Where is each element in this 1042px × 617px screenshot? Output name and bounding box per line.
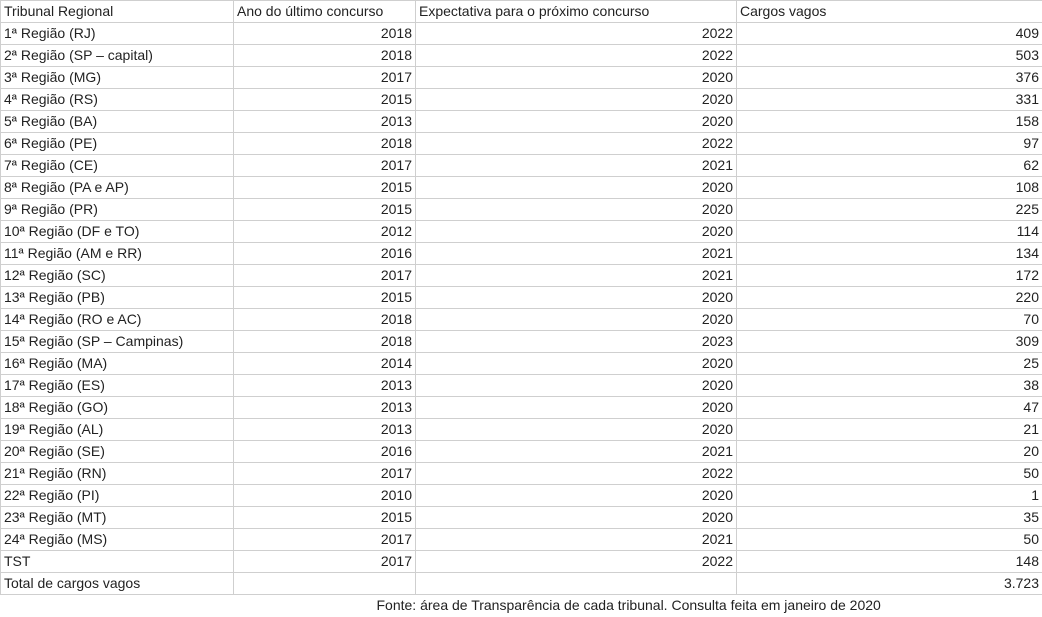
- cell-cargos-vagos[interactable]: 331: [737, 89, 1042, 111]
- table-row: [1, 155, 1042, 177]
- cell-proximo-concurso[interactable]: 2021: [416, 529, 737, 551]
- table-row: [1, 133, 1042, 155]
- cell-proximo-concurso[interactable]: 2022: [416, 45, 737, 67]
- cell-ultimo-concurso[interactable]: 2013: [234, 419, 416, 441]
- table-row: [1, 463, 1042, 485]
- cell-proximo-concurso[interactable]: 2020: [416, 507, 737, 529]
- cell-tribunal[interactable]: 6ª Região (PE): [1, 133, 234, 155]
- source-note: [234, 595, 1042, 617]
- cell-proximo-concurso[interactable]: 2020: [416, 111, 737, 133]
- cell-tribunal[interactable]: 18ª Região (GO): [1, 397, 234, 419]
- table-row: [1, 45, 1042, 67]
- cell-tribunal[interactable]: 7ª Região (CE): [1, 155, 234, 177]
- cell-cargos-vagos[interactable]: 62: [737, 155, 1042, 177]
- table-row: [1, 309, 1042, 331]
- cell-cargos-vagos[interactable]: 108: [737, 177, 1042, 199]
- table-row: [1, 507, 1042, 529]
- cell-cargos-vagos[interactable]: 1: [737, 485, 1042, 507]
- table-row: [1, 331, 1042, 353]
- cell-proximo-concurso[interactable]: 2021: [416, 265, 737, 287]
- cell-cargos-vagos[interactable]: 50: [737, 529, 1042, 551]
- cell-ultimo-concurso[interactable]: 2016: [234, 243, 416, 265]
- cell-tribunal[interactable]: 16ª Região (MA): [1, 353, 234, 375]
- table-row: [1, 199, 1042, 221]
- cell-proximo-concurso[interactable]: 2020: [416, 353, 737, 375]
- cell-tribunal[interactable]: 11ª Região (AM e RR): [1, 243, 234, 265]
- cell-proximo-concurso[interactable]: 2021: [416, 441, 737, 463]
- table-row: [1, 353, 1042, 375]
- cell-ultimo-concurso[interactable]: 2014: [234, 353, 416, 375]
- total-row: [1, 573, 1042, 595]
- cell-proximo-concurso[interactable]: 2020: [416, 397, 737, 419]
- cell-cargos-vagos[interactable]: 25: [737, 353, 1042, 375]
- cell-ultimo-concurso[interactable]: 2017: [234, 67, 416, 89]
- cell-tribunal[interactable]: 14ª Região (RO e AC): [1, 309, 234, 331]
- header-proximo-concurso[interactable]: Expectativa para o próximo concurso: [416, 1, 737, 23]
- cell-ultimo-concurso[interactable]: 2015: [234, 287, 416, 309]
- table-row: [1, 287, 1042, 309]
- cell-ultimo-concurso[interactable]: 2015: [234, 89, 416, 111]
- cell-tribunal[interactable]: 9ª Região (PR): [1, 199, 234, 221]
- cell-tribunal[interactable]: 8ª Região (PA e AP): [1, 177, 234, 199]
- cell-tribunal[interactable]: 20ª Região (SE): [1, 441, 234, 463]
- cell-proximo-concurso[interactable]: 2020: [416, 67, 737, 89]
- cell-cargos-vagos[interactable]: 309: [737, 331, 1042, 353]
- cell-proximo-concurso[interactable]: 2020: [416, 419, 737, 441]
- table-row: [1, 23, 1042, 45]
- cell-cargos-vagos[interactable]: 38: [737, 375, 1042, 397]
- cell-cargos-vagos[interactable]: 134: [737, 243, 1042, 265]
- cell-ultimo-concurso[interactable]: 2016: [234, 441, 416, 463]
- cell-proximo-concurso[interactable]: 2022: [416, 23, 737, 45]
- cell-tribunal[interactable]: 1ª Região (RJ): [1, 23, 234, 45]
- cell-cargos-vagos[interactable]: 21: [737, 419, 1042, 441]
- table-row: [1, 529, 1042, 551]
- cell-tribunal[interactable]: 12ª Região (SC): [1, 265, 234, 287]
- cell-proximo-concurso[interactable]: 2020: [416, 375, 737, 397]
- cell-cargos-vagos[interactable]: 503: [737, 45, 1042, 67]
- cell-cargos-vagos[interactable]: 70: [737, 309, 1042, 331]
- cell-ultimo-concurso[interactable]: 2018: [234, 45, 416, 67]
- cell-proximo-concurso[interactable]: 2022: [416, 551, 737, 573]
- cell-cargos-vagos[interactable]: 172: [737, 265, 1042, 287]
- cell-proximo-concurso[interactable]: 2020: [416, 287, 737, 309]
- cell-cargos-vagos[interactable]: 20: [737, 441, 1042, 463]
- cell-ultimo-concurso[interactable]: 2018: [234, 133, 416, 155]
- cell-tribunal[interactable]: 5ª Região (BA): [1, 111, 234, 133]
- cell-cargos-vagos[interactable]: 47: [737, 397, 1042, 419]
- cell-proximo-concurso[interactable]: 2021: [416, 243, 737, 265]
- cell-proximo-concurso[interactable]: 2020: [416, 199, 737, 221]
- cell-tribunal[interactable]: 13ª Região (PB): [1, 287, 234, 309]
- cell-ultimo-concurso[interactable]: 2015: [234, 199, 416, 221]
- table-row: [1, 111, 1042, 133]
- cell-cargos-vagos[interactable]: 409: [737, 23, 1042, 45]
- cell-proximo-concurso[interactable]: 2020: [416, 221, 737, 243]
- cell-tribunal[interactable]: 21ª Região (RN): [1, 463, 234, 485]
- cell-tribunal[interactable]: 19ª Região (AL): [1, 419, 234, 441]
- cell-tribunal[interactable]: 15ª Região (SP – Campinas): [1, 331, 234, 353]
- cell-ultimo-concurso[interactable]: 2015: [234, 177, 416, 199]
- cell-cargos-vagos[interactable]: 158: [737, 111, 1042, 133]
- cell-ultimo-concurso[interactable]: 2018: [234, 23, 416, 45]
- cell-tribunal[interactable]: 23ª Região (MT): [1, 507, 234, 529]
- cell-tribunal[interactable]: 22ª Região (PI): [1, 485, 234, 507]
- table-row: [1, 551, 1042, 573]
- cell-proximo-concurso[interactable]: 2022: [416, 133, 737, 155]
- cell-proximo-concurso[interactable]: 2020: [416, 177, 737, 199]
- cell-cargos-vagos[interactable]: 225: [737, 199, 1042, 221]
- cell-ultimo-concurso[interactable]: 2013: [234, 111, 416, 133]
- cell-ultimo-concurso[interactable]: 2013: [234, 397, 416, 419]
- cell-cargos-vagos[interactable]: 220: [737, 287, 1042, 309]
- table-row: [1, 221, 1042, 243]
- cell-cargos-vagos[interactable]: 148: [737, 551, 1042, 573]
- table-body: [1, 23, 1042, 573]
- table-row: [1, 419, 1042, 441]
- cell-ultimo-concurso[interactable]: 2017: [234, 463, 416, 485]
- header-ultimo-concurso[interactable]: Ano do último concurso: [234, 1, 416, 23]
- cell-cargos-vagos[interactable]: 97: [737, 133, 1042, 155]
- cell-tribunal[interactable]: 3ª Região (MG): [1, 67, 234, 89]
- cell-tribunal[interactable]: 24ª Região (MS): [1, 529, 234, 551]
- cell-ultimo-concurso[interactable]: 2010: [234, 485, 416, 507]
- source-row: [1, 595, 1042, 617]
- total-empty-cell[interactable]: [234, 573, 416, 595]
- cell-tribunal[interactable]: 2ª Região (SP – capital): [1, 45, 234, 67]
- cell-ultimo-concurso[interactable]: 2018: [234, 309, 416, 331]
- table-row: [1, 375, 1042, 397]
- table-row: [1, 441, 1042, 463]
- cell-cargos-vagos[interactable]: 376: [737, 67, 1042, 89]
- cell-tribunal[interactable]: 17ª Região (ES): [1, 375, 234, 397]
- cell-cargos-vagos[interactable]: 50: [737, 463, 1042, 485]
- cell-proximo-concurso[interactable]: 2020: [416, 485, 737, 507]
- cell-ultimo-concurso[interactable]: 2017: [234, 551, 416, 573]
- cell-proximo-concurso[interactable]: 2023: [416, 331, 737, 353]
- total-empty-cell[interactable]: [416, 573, 737, 595]
- cell-cargos-vagos[interactable]: 114: [737, 221, 1042, 243]
- table-row: [1, 89, 1042, 111]
- cell-ultimo-concurso[interactable]: 2017: [234, 529, 416, 551]
- header-tribunal[interactable]: Tribunal Regional: [1, 1, 234, 23]
- table-row: [1, 67, 1042, 89]
- cell-cargos-vagos[interactable]: 35: [737, 507, 1042, 529]
- cell-proximo-concurso[interactable]: 2021: [416, 155, 737, 177]
- cell-proximo-concurso[interactable]: 2020: [416, 89, 737, 111]
- cell-ultimo-concurso[interactable]: 2012: [234, 221, 416, 243]
- table-row: [1, 397, 1042, 419]
- source-empty-cell: [1, 595, 234, 617]
- header-cargos-vagos[interactable]: Cargos vagos: [737, 1, 1042, 23]
- cell-ultimo-concurso[interactable]: 2017: [234, 265, 416, 287]
- cell-tribunal[interactable]: 10ª Região (DF e TO): [1, 221, 234, 243]
- source-text: Fonte: área de Transparência de cada tribunal. Consulta feita em janeiro de 2020: [377, 595, 897, 616]
- cell-tribunal[interactable]: TST: [1, 551, 234, 573]
- cell-tribunal[interactable]: 4ª Região (RS): [1, 89, 234, 111]
- table-row: [1, 485, 1042, 507]
- cell-ultimo-concurso[interactable]: 2017: [234, 155, 416, 177]
- table-row: [1, 243, 1042, 265]
- cell-ultimo-concurso[interactable]: 2018: [234, 331, 416, 353]
- cell-proximo-concurso[interactable]: 2020: [416, 309, 737, 331]
- cell-ultimo-concurso[interactable]: 2015: [234, 507, 416, 529]
- total-value[interactable]: 3.723: [737, 573, 1042, 595]
- cell-ultimo-concurso[interactable]: 2013: [234, 375, 416, 397]
- total-label[interactable]: Total de cargos vagos: [1, 573, 234, 595]
- cell-proximo-concurso[interactable]: 2022: [416, 463, 737, 485]
- table-row: [1, 177, 1042, 199]
- table-row: [1, 265, 1042, 287]
- header-row: [1, 1, 1042, 23]
